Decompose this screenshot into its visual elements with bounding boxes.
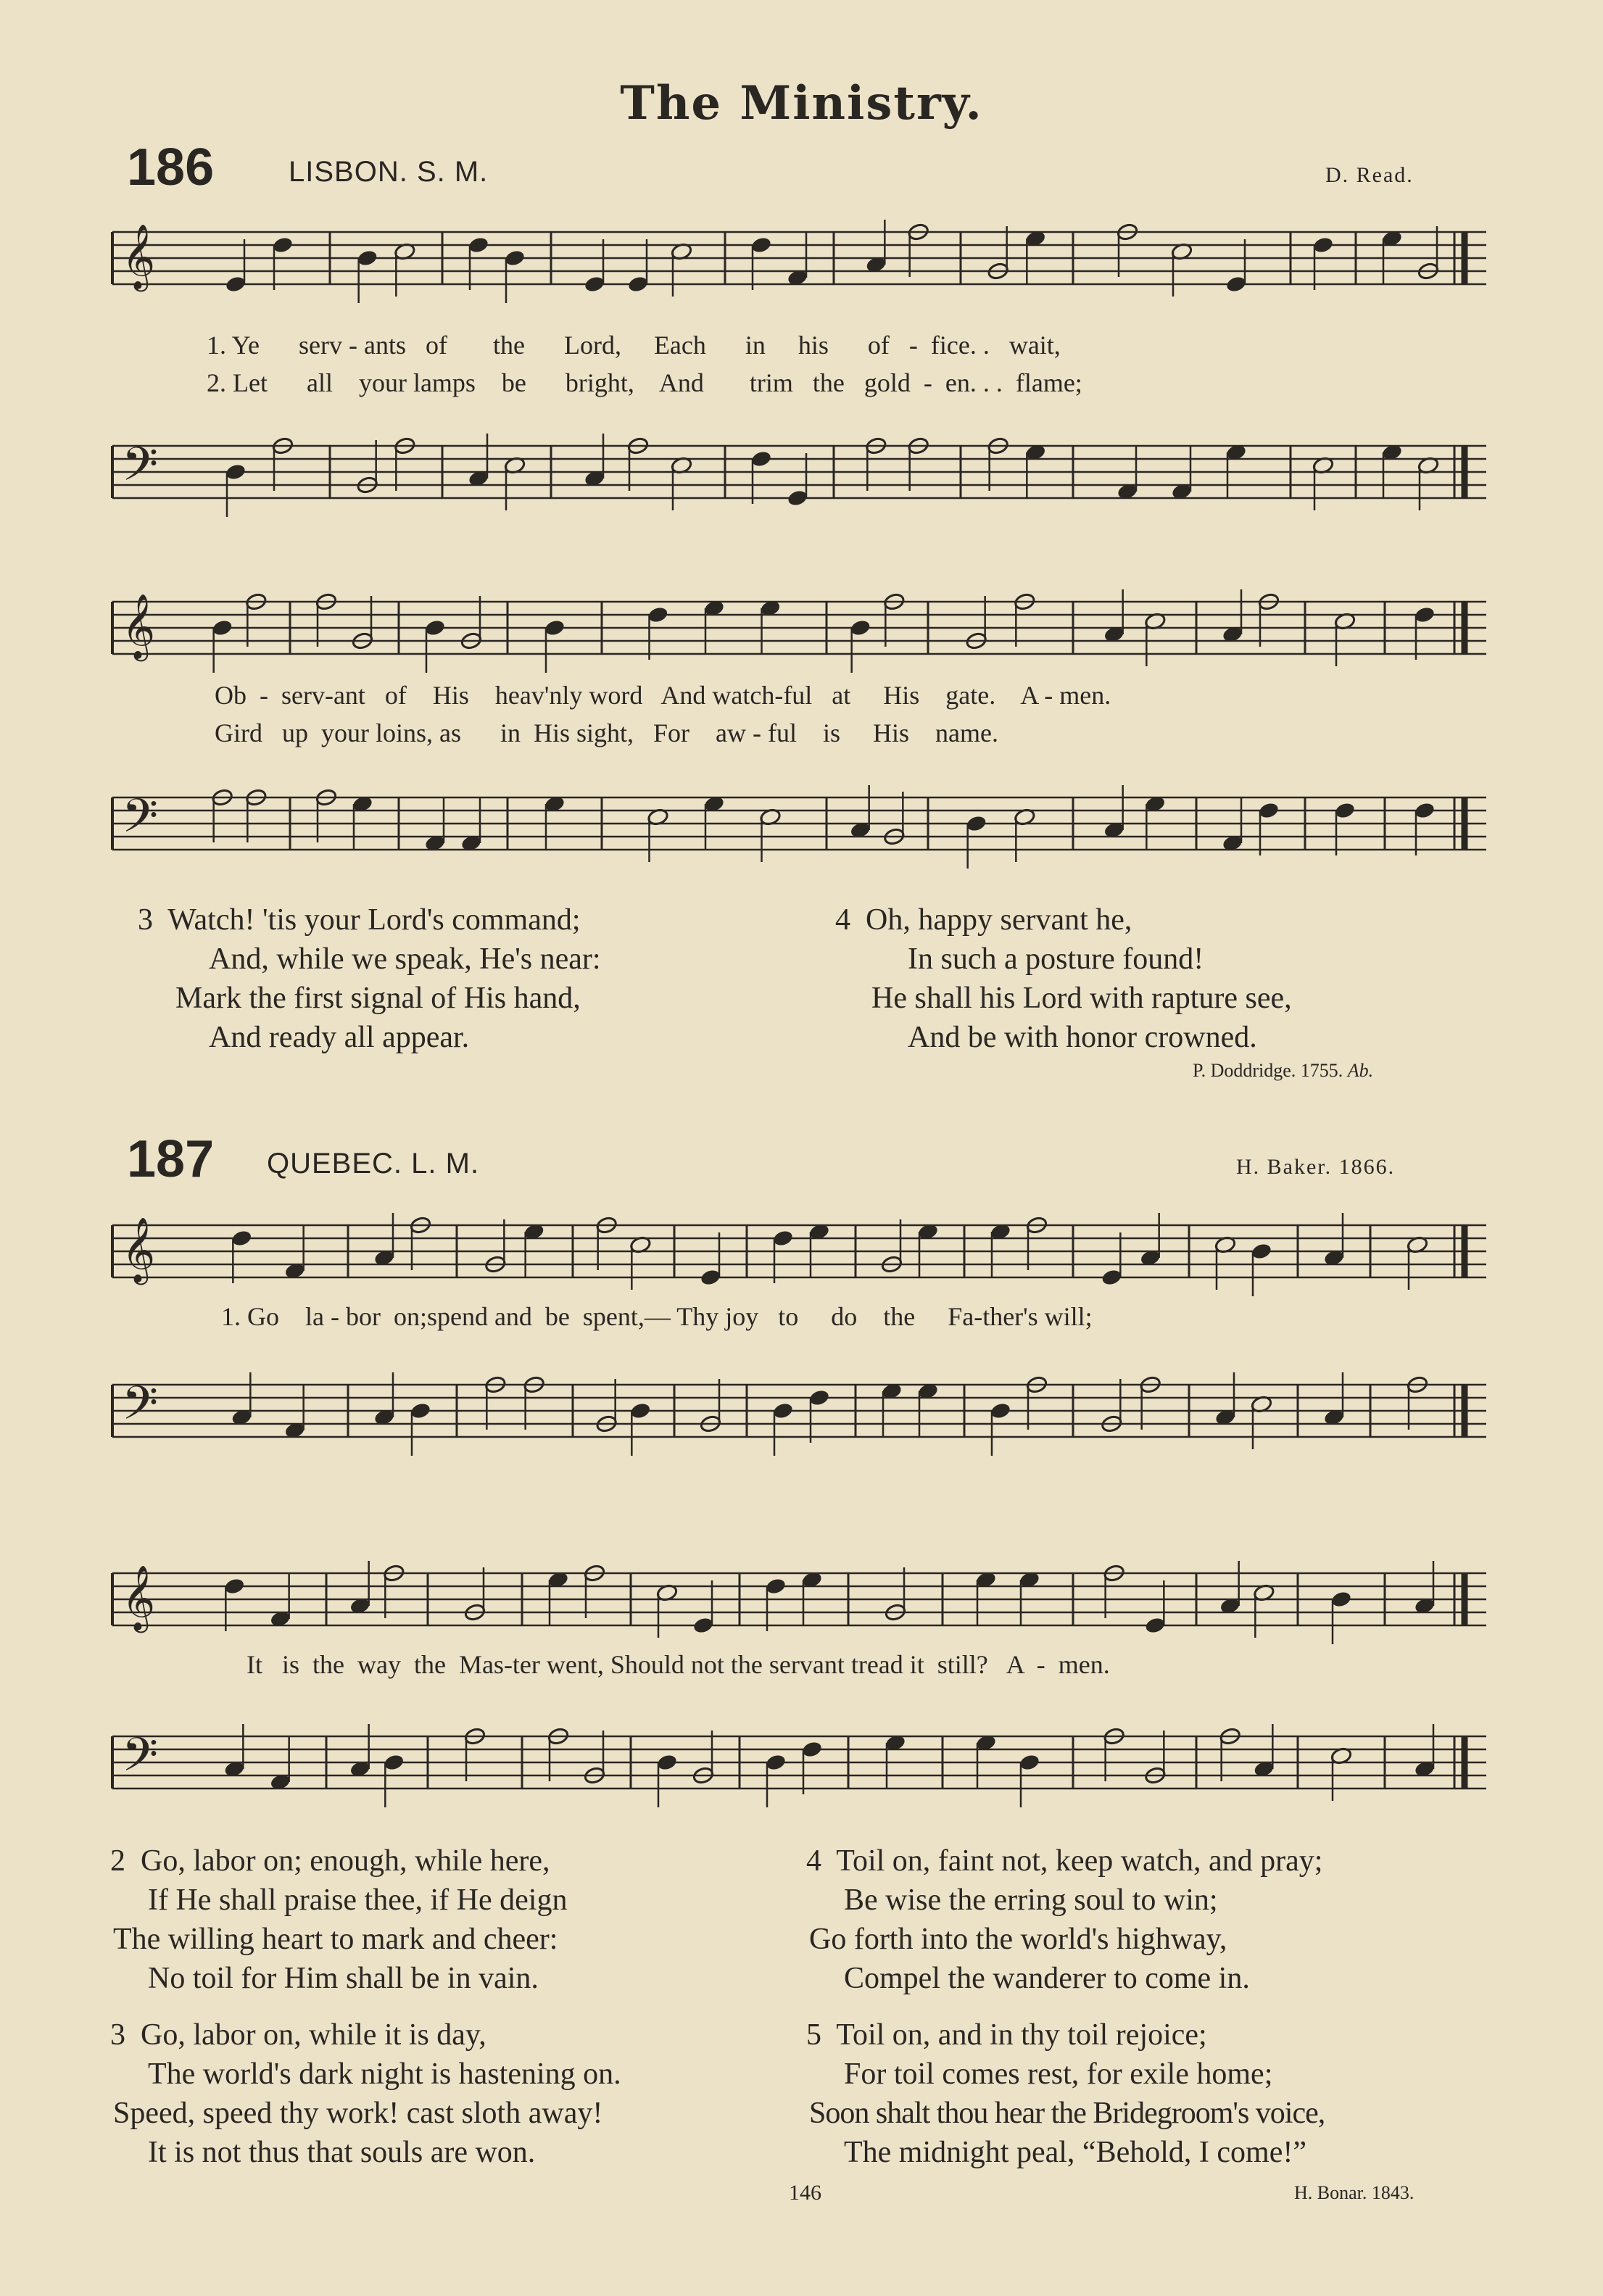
hymn-number: 187	[127, 1130, 215, 1188]
music-staff-treble	[109, 1203, 1494, 1298]
verse-line: For toil comes rest, for exile home;	[844, 2057, 1273, 2091]
lyric-line: Gird up your loins, as in His sight, For aw - ful is His name.	[215, 718, 998, 747]
music-staff-bass	[109, 776, 1494, 870]
verse-3	[138, 900, 601, 1057]
author-credit	[1294, 2182, 1414, 2204]
svg-text:𝄢: 𝄢	[122, 1728, 159, 1794]
verse-line: The world's dark night is hastening on.	[148, 2057, 621, 2091]
music-staff-treble	[109, 1551, 1494, 1646]
page-title: The Ministry.	[620, 76, 983, 130]
hymn-number: 186	[127, 138, 215, 196]
verse-line: And ready all appear.	[209, 1021, 470, 1054]
music-staff-bass	[109, 424, 1494, 518]
svg-text:𝄞: 𝄞	[122, 594, 156, 659]
verse-4	[835, 900, 1292, 1057]
composer: D. Read.	[1325, 163, 1414, 187]
music-staff-bass	[109, 1363, 1494, 1457]
verse-line: Compel the wanderer to come in.	[844, 1962, 1250, 1995]
lyric-line: 2. Let all your lamps be bright, And trim the gold - en. . . flame;	[207, 368, 1082, 397]
lyric-line: Ob - serv-ant of His heav'nly word And watch-ful at His gate. A - men.	[215, 681, 1111, 710]
verse-line: Speed, speed thy work! cast sloth away!	[113, 2097, 603, 2130]
verse-line: Go forth into the world's highway,	[809, 1923, 1227, 1956]
svg-text:𝄞: 𝄞	[122, 1217, 156, 1282]
verse-5	[806, 2015, 1325, 2172]
verse-line: Be wise the erring soul to win;	[844, 1883, 1218, 1917]
verse-line: 4 Toil on, faint not, keep watch, and pray;	[806, 1844, 1323, 1878]
music-staff-bass	[109, 1715, 1494, 1809]
verse-2	[110, 1841, 567, 1998]
verse-line: He shall his Lord with rapture see,	[871, 982, 1292, 1015]
verse-line: 2 Go, labor on; enough, while here,	[110, 1844, 550, 1878]
lyric-line: It is the way the Mas-ter went, Should not the servant tread it still? A - men.	[247, 1650, 1110, 1679]
verse-line: In such a posture found!	[908, 942, 1204, 976]
author-credit	[1193, 1060, 1373, 1082]
verse-4	[806, 1841, 1322, 1998]
author-name: P. Doddridge.	[1193, 1060, 1296, 1081]
verse-line: And be with honor crowned.	[908, 1021, 1257, 1054]
svg-text:𝄞: 𝄞	[122, 1565, 156, 1630]
verse-line: If He shall praise thee, if He deign	[148, 1883, 568, 1917]
composer: H. Baker. 1866.	[1236, 1155, 1396, 1179]
author-name: H. Bonar.	[1294, 2182, 1367, 2203]
verse-line: The midnight peal, “Behold, I come!”	[844, 2136, 1306, 2169]
lyric-line: 1. Ye serv - ants of the Lord, Each in his of - fice. . wait,	[207, 331, 1061, 360]
author-year: 1843.	[1371, 2182, 1414, 2203]
verse-line: The willing heart to mark and cheer:	[113, 1923, 558, 1956]
tune-name: QUEBEC. L. M.	[267, 1148, 480, 1180]
svg-text:𝄞: 𝄞	[122, 224, 156, 289]
svg-text:𝄢: 𝄢	[122, 789, 159, 855]
verse-3	[110, 2015, 621, 2172]
verse-line: No toil for Him shall be in vain.	[148, 1962, 539, 1995]
verse-line: 3 Watch! 'tis your Lord's command;	[138, 903, 581, 937]
author-year: 1755.	[1300, 1060, 1343, 1081]
verse-line: Soon shalt thou hear the Bridegroom's voice,	[809, 2097, 1325, 2130]
verse-line: And, while we speak, He's near:	[209, 942, 601, 976]
page-number: 146	[789, 2181, 821, 2205]
verse-line: Mark the first signal of His hand,	[175, 982, 581, 1015]
lyric-line: 1. Go la - bor on;spend and be spent,— Thy joy to do the Fa-ther's will;	[221, 1302, 1093, 1331]
music-staff-treble	[109, 210, 1494, 304]
verse-line: 4 Oh, happy servant he,	[835, 903, 1132, 937]
svg-text:𝄢: 𝄢	[122, 1377, 159, 1442]
author-note: Ab.	[1347, 1060, 1374, 1081]
verse-line: 5 Toil on, and in thy toil rejoice;	[806, 2018, 1207, 2052]
tune-name: LISBON. S. M.	[289, 156, 489, 188]
music-staff-treble	[109, 580, 1494, 674]
verse-line: It is not thus that souls are won.	[148, 2136, 536, 2169]
verse-line: 3 Go, labor on, while it is day,	[110, 2018, 486, 2052]
svg-text:𝄢: 𝄢	[122, 438, 159, 503]
